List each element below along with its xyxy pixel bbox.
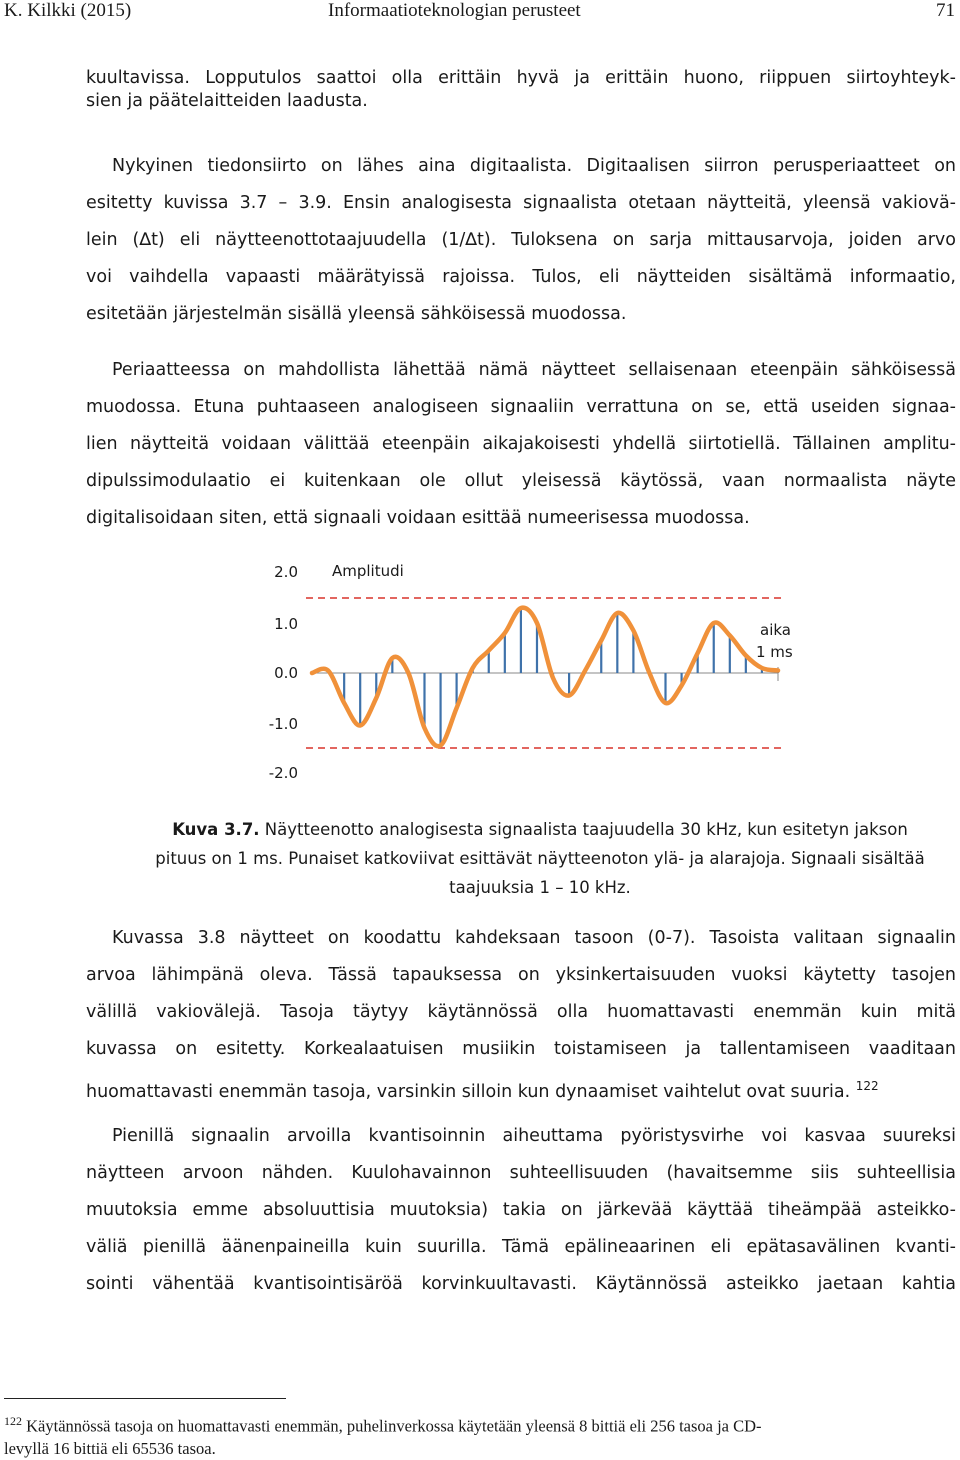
header-title: Informaatioteknologian perusteet bbox=[328, 0, 581, 21]
text-line: esitetään järjestelmän sisällä yleensä sähköisessä muodossa. bbox=[86, 304, 627, 324]
header-author: K. Kilkki (2015) bbox=[4, 0, 132, 21]
footnote-reference[interactable]: 122 bbox=[855, 1079, 879, 1093]
text-line: väliä pienillä äänenpaineilla kuin suurilla. Tämä epälineaarinen eli epätasavälinen kvanti- bbox=[86, 1237, 956, 1257]
text-line: Kuvassa 3.8 näytteet on koodattu kahdeksaan tasoon (0-7). Tasoista valitaan signaalin bbox=[112, 928, 956, 948]
text-line: muodossa. Etuna puhtaaseen analogiseen signaaliin verrattuna on se, että useiden signaa- bbox=[86, 397, 956, 417]
text-line: kuvassa on esitetty. Korkealaatuisen musiikin toistamiseen ja tallentamiseen vaaditaan bbox=[86, 1039, 956, 1059]
text-line: kuultavissa. Lopputulos saattoi olla erittäin hyvä ja erittäin huono, riippuen siirtoyhteyk- bbox=[86, 68, 956, 88]
footnote-text: levyllä 16 bittiä eli 65536 tasoa. bbox=[4, 1438, 216, 1458]
text-line: Nykyinen tiedonsiirto on lähes aina digitaalista. Digitaalisen siirron perusperiaatteet on bbox=[112, 156, 956, 176]
paragraph-4 bbox=[86, 920, 956, 1111]
footnote-number: 122 bbox=[4, 1414, 22, 1428]
text-line: arvoa lähimpänä oleva. Tässä tapauksessa on yksinkertaisuuden vuoksi käytetty tasojen bbox=[86, 965, 956, 985]
signal-curve bbox=[312, 608, 778, 747]
text-line: lein (∆t) eli näytteenottotaajuudella (1/∆t). Tuloksena on sarja mittausarvoja, joiden arvo bbox=[86, 230, 956, 250]
paragraph-5 bbox=[86, 1118, 956, 1303]
footnote bbox=[4, 1410, 954, 1460]
text-line: näytteen arvoon nähden. Kuulohavainnon suhteellisuuden (havaitsemme siis suhteellisia bbox=[86, 1163, 956, 1183]
page-number: 71 bbox=[936, 0, 955, 21]
caption-text: taajuuksia 1 – 10 kHz. bbox=[449, 878, 631, 897]
caption-label: Kuva 3.7. bbox=[172, 820, 260, 839]
x-axis-label-unit: 1 ms bbox=[756, 643, 793, 661]
footnote-text: Käytännössä tasoja on huomattavasti enemmän, puhelinverkossa käytetään yleensä 8 bittiä eli 256 tasoa ja CD- bbox=[22, 1416, 762, 1436]
text-line: Periaatteessa on mahdollista lähettää nämä näytteet sellaisenaan eteenpäin sähköisessä bbox=[112, 360, 956, 380]
text-line: digitalisoidaan siten, että signaali voidaan esittää numeerisessa muodossa. bbox=[86, 508, 750, 528]
y-axis-title: Amplitudi bbox=[332, 562, 404, 580]
text-line: muutoksia emme absoluuttisia muutoksia) takia on järkevää käyttää tiheämpää asteikko- bbox=[86, 1200, 956, 1220]
text-line: sointi vähentää kvantisointisäröä korvinkuultavasti. Käytännössä asteikko jaetaan kahtia bbox=[86, 1274, 956, 1294]
footnote-separator bbox=[4, 1398, 286, 1399]
text-line: lien näytteitä voidaan välittää eteenpäin aikajakoisesti yhdellä siirtotiellä. Tällainen amplitu- bbox=[86, 434, 956, 454]
x-axis-label: aika bbox=[760, 621, 791, 639]
y-tick-label: -1.0 bbox=[268, 715, 298, 733]
y-tick-label: -2.0 bbox=[268, 764, 298, 782]
text-line: Pienillä signaalin arvoilla kvantisoinnin aiheuttama pyöristysvirhe voi kasvaa suureksi bbox=[112, 1126, 956, 1146]
text-line: voi vaihdella vapaasti määrätyissä rajoissa. Tulos, eli näytteiden sisältämä informaatio, bbox=[86, 267, 956, 287]
y-tick-label: 2.0 bbox=[274, 563, 298, 581]
caption-text: pituus on 1 ms. Punaiset katkoviivat esittävät näytteenoton ylä- ja alarajoja. Signaali sisältää bbox=[155, 849, 925, 868]
text-line: sien ja päätelaitteiden laadusta. bbox=[86, 91, 368, 111]
text-line: välillä vakiovälejä. Tasoja täytyy käytännössä olla huomattavasti enemmän kuin mitä bbox=[86, 1002, 956, 1022]
y-tick-label: 1.0 bbox=[274, 615, 298, 633]
caption-text: Näytteenotto analogisesta signaalista taajuudella 30 kHz, kun esitetyn jakson bbox=[259, 820, 908, 839]
text-line: esitetty kuvissa 3.7 – 3.9. Ensin analogisesta signaalista otetaan näytteitä, yleensä vakiovä- bbox=[86, 193, 956, 213]
text-line-content: huomattavasti enemmän tasoja, varsinkin silloin kun dynaamiset vaihtelut ovat suuria. bbox=[86, 1081, 851, 1102]
y-tick-label: 0.0 bbox=[274, 664, 298, 682]
text-line bbox=[86, 1068, 956, 1111]
text-line: dipulssimodulaatio ei kuitenkaan ole ollut yleisessä käytössä, vaan normaalista näyte bbox=[86, 471, 956, 491]
figure-caption bbox=[150, 815, 930, 902]
